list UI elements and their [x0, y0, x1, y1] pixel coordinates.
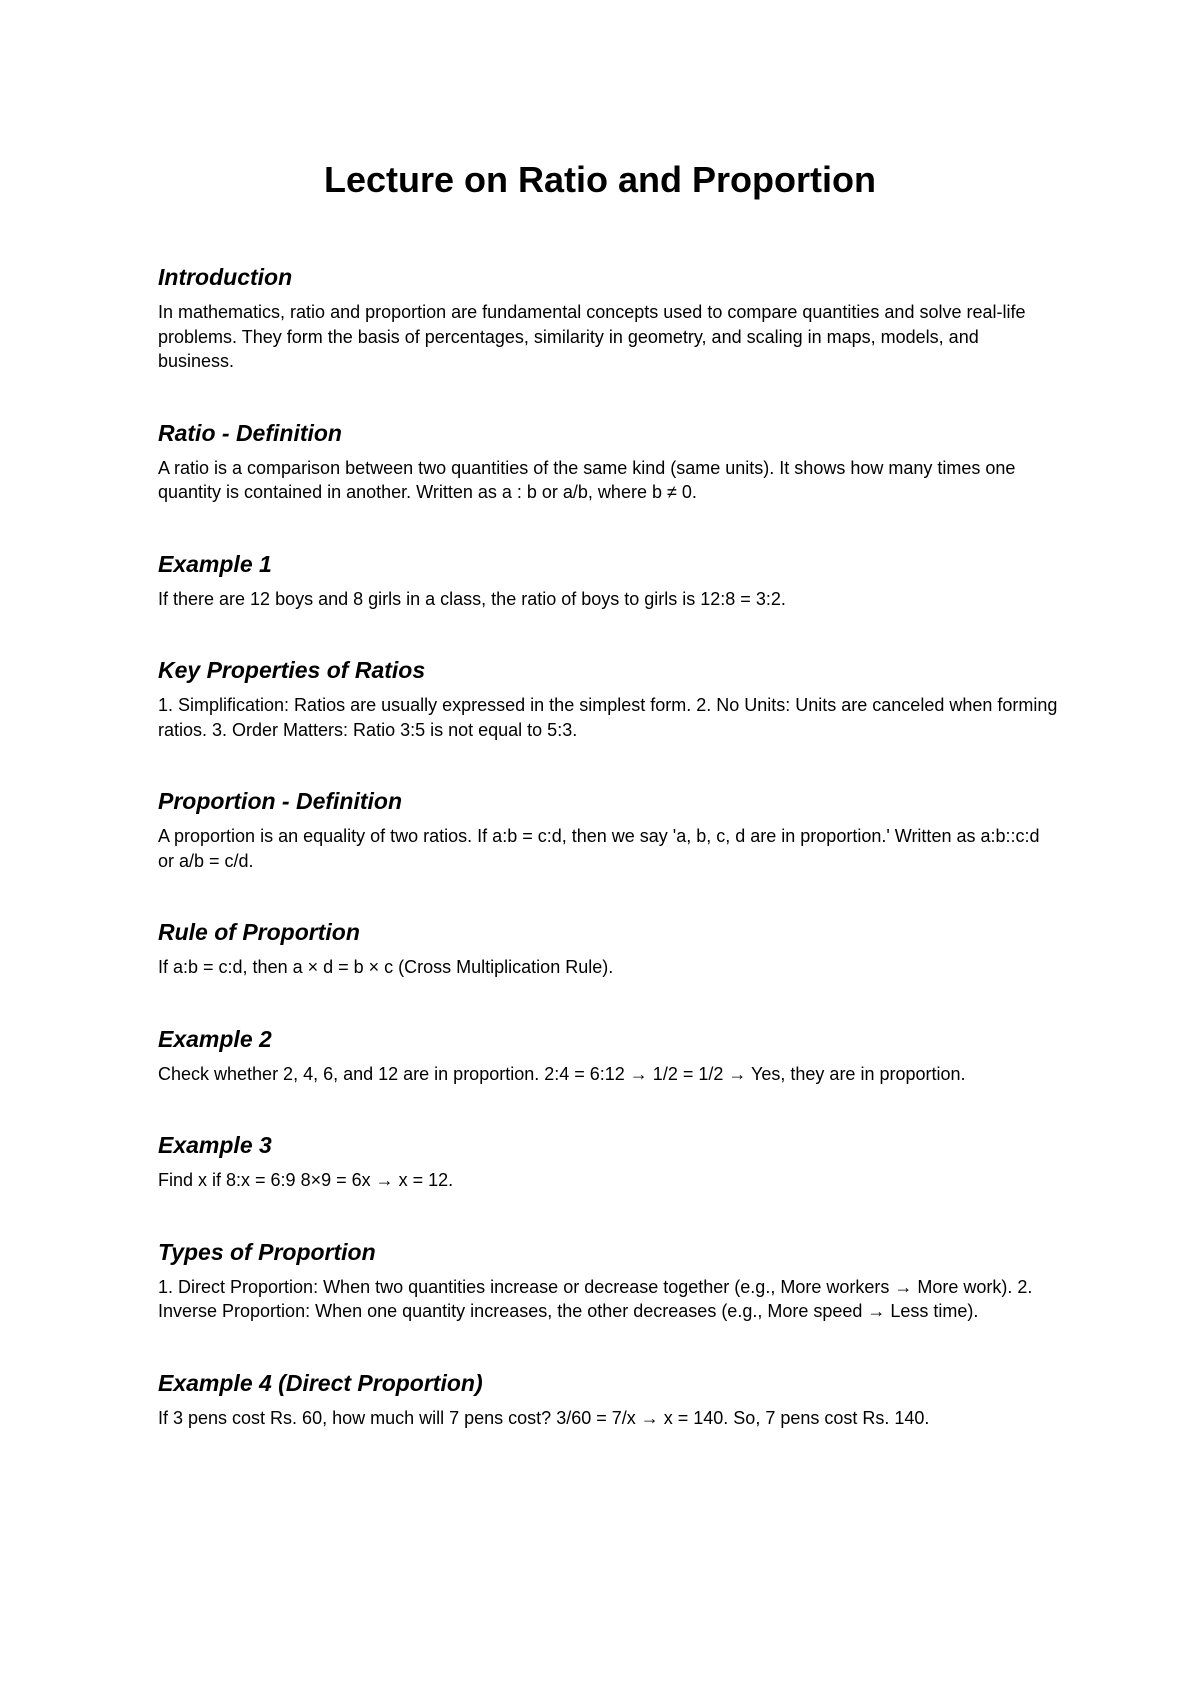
section-rule-of-proportion: [158, 917, 1058, 980]
section-heading: Key Properties of Ratios: [158, 657, 426, 683]
section-types-of-proportion: [158, 1237, 1058, 1324]
section-heading: Proportion - Definition: [158, 788, 403, 814]
section-example-4: [158, 1368, 1058, 1431]
section-body: A ratio is a comparison between two quantities of the same kind (same units). It shows how many times one quantity is contained in another. Written as a : b or a/b, where b ≠ 0.: [158, 457, 1016, 502]
section-body: If there are 12 boys and 8 girls in a class, the ratio of boys to girls is 12:8 = 3:2.: [158, 588, 786, 609]
section-example-1: [158, 549, 1058, 612]
section-heading: Example 4 (Direct Proportion): [158, 1369, 483, 1396]
section-body: In mathematics, ratio and proportion are fundamental concepts used to compare quantities and solve real-life problems. They form the basis of percentages, similarity in geometry, and scaling in maps, models, and business.: [158, 302, 1026, 371]
section-key-properties: [158, 655, 1058, 742]
section-proportion-definition: [158, 786, 1058, 873]
section-body: Check whether 2, 4, 6, and 12 are in proportion. 2:4 = 6:12 → 1/2 = 1/2 → Yes, they are in proportion.: [158, 1063, 966, 1084]
section-heading: Ratio - Definition: [158, 419, 342, 446]
section-heading: Types of Proportion: [158, 1238, 376, 1265]
section-body: If 3 pens cost Rs. 60, how much will 7 pens cost? 3/60 = 7/x → x = 140. So, 7 pens cost Rs. 140.: [158, 1407, 930, 1428]
section-introduction: [158, 262, 1058, 374]
section-ratio-definition: [158, 418, 1058, 505]
sections-container: [158, 262, 1058, 1430]
section-body: A proportion is an equality of two ratios. If a:b = c:d, then we say 'a, b, c, d are in proportion.' Written as a:b::c:d or a/b = c/d.: [158, 826, 1040, 871]
section-body: 1. Direct Proportion: When two quantities increase or decrease together (e.g., More workers → More work). 2. Inverse Proportion: When one quantity increases, the other decreases (e.g., More speed → Less time).: [158, 1276, 1033, 1321]
section-body: If a:b = c:d, then a × d = b × c (Cross Multiplication Rule).: [158, 957, 614, 977]
section-body: 1. Simplification: Ratios are usually expressed in the simplest form. 2. No Units: Units are canceled when forming ratios. 3. Order Matters: Ratio 3:5 is not equal to 5:3.: [158, 695, 1058, 740]
section-body: Find x if 8:x = 6:9 8×9 = 6x → x = 12.: [158, 1170, 454, 1190]
section-heading: Rule of Proportion: [158, 919, 360, 945]
section-example-2: [158, 1024, 1058, 1087]
section-heading: Example 3: [158, 1132, 272, 1158]
section-example-3: [158, 1130, 1058, 1193]
section-heading: Introduction: [158, 264, 293, 290]
section-heading: Example 1: [158, 550, 272, 577]
page-title: Lecture on Ratio and Proportion: [323, 159, 876, 200]
section-heading: Example 2: [158, 1025, 272, 1052]
